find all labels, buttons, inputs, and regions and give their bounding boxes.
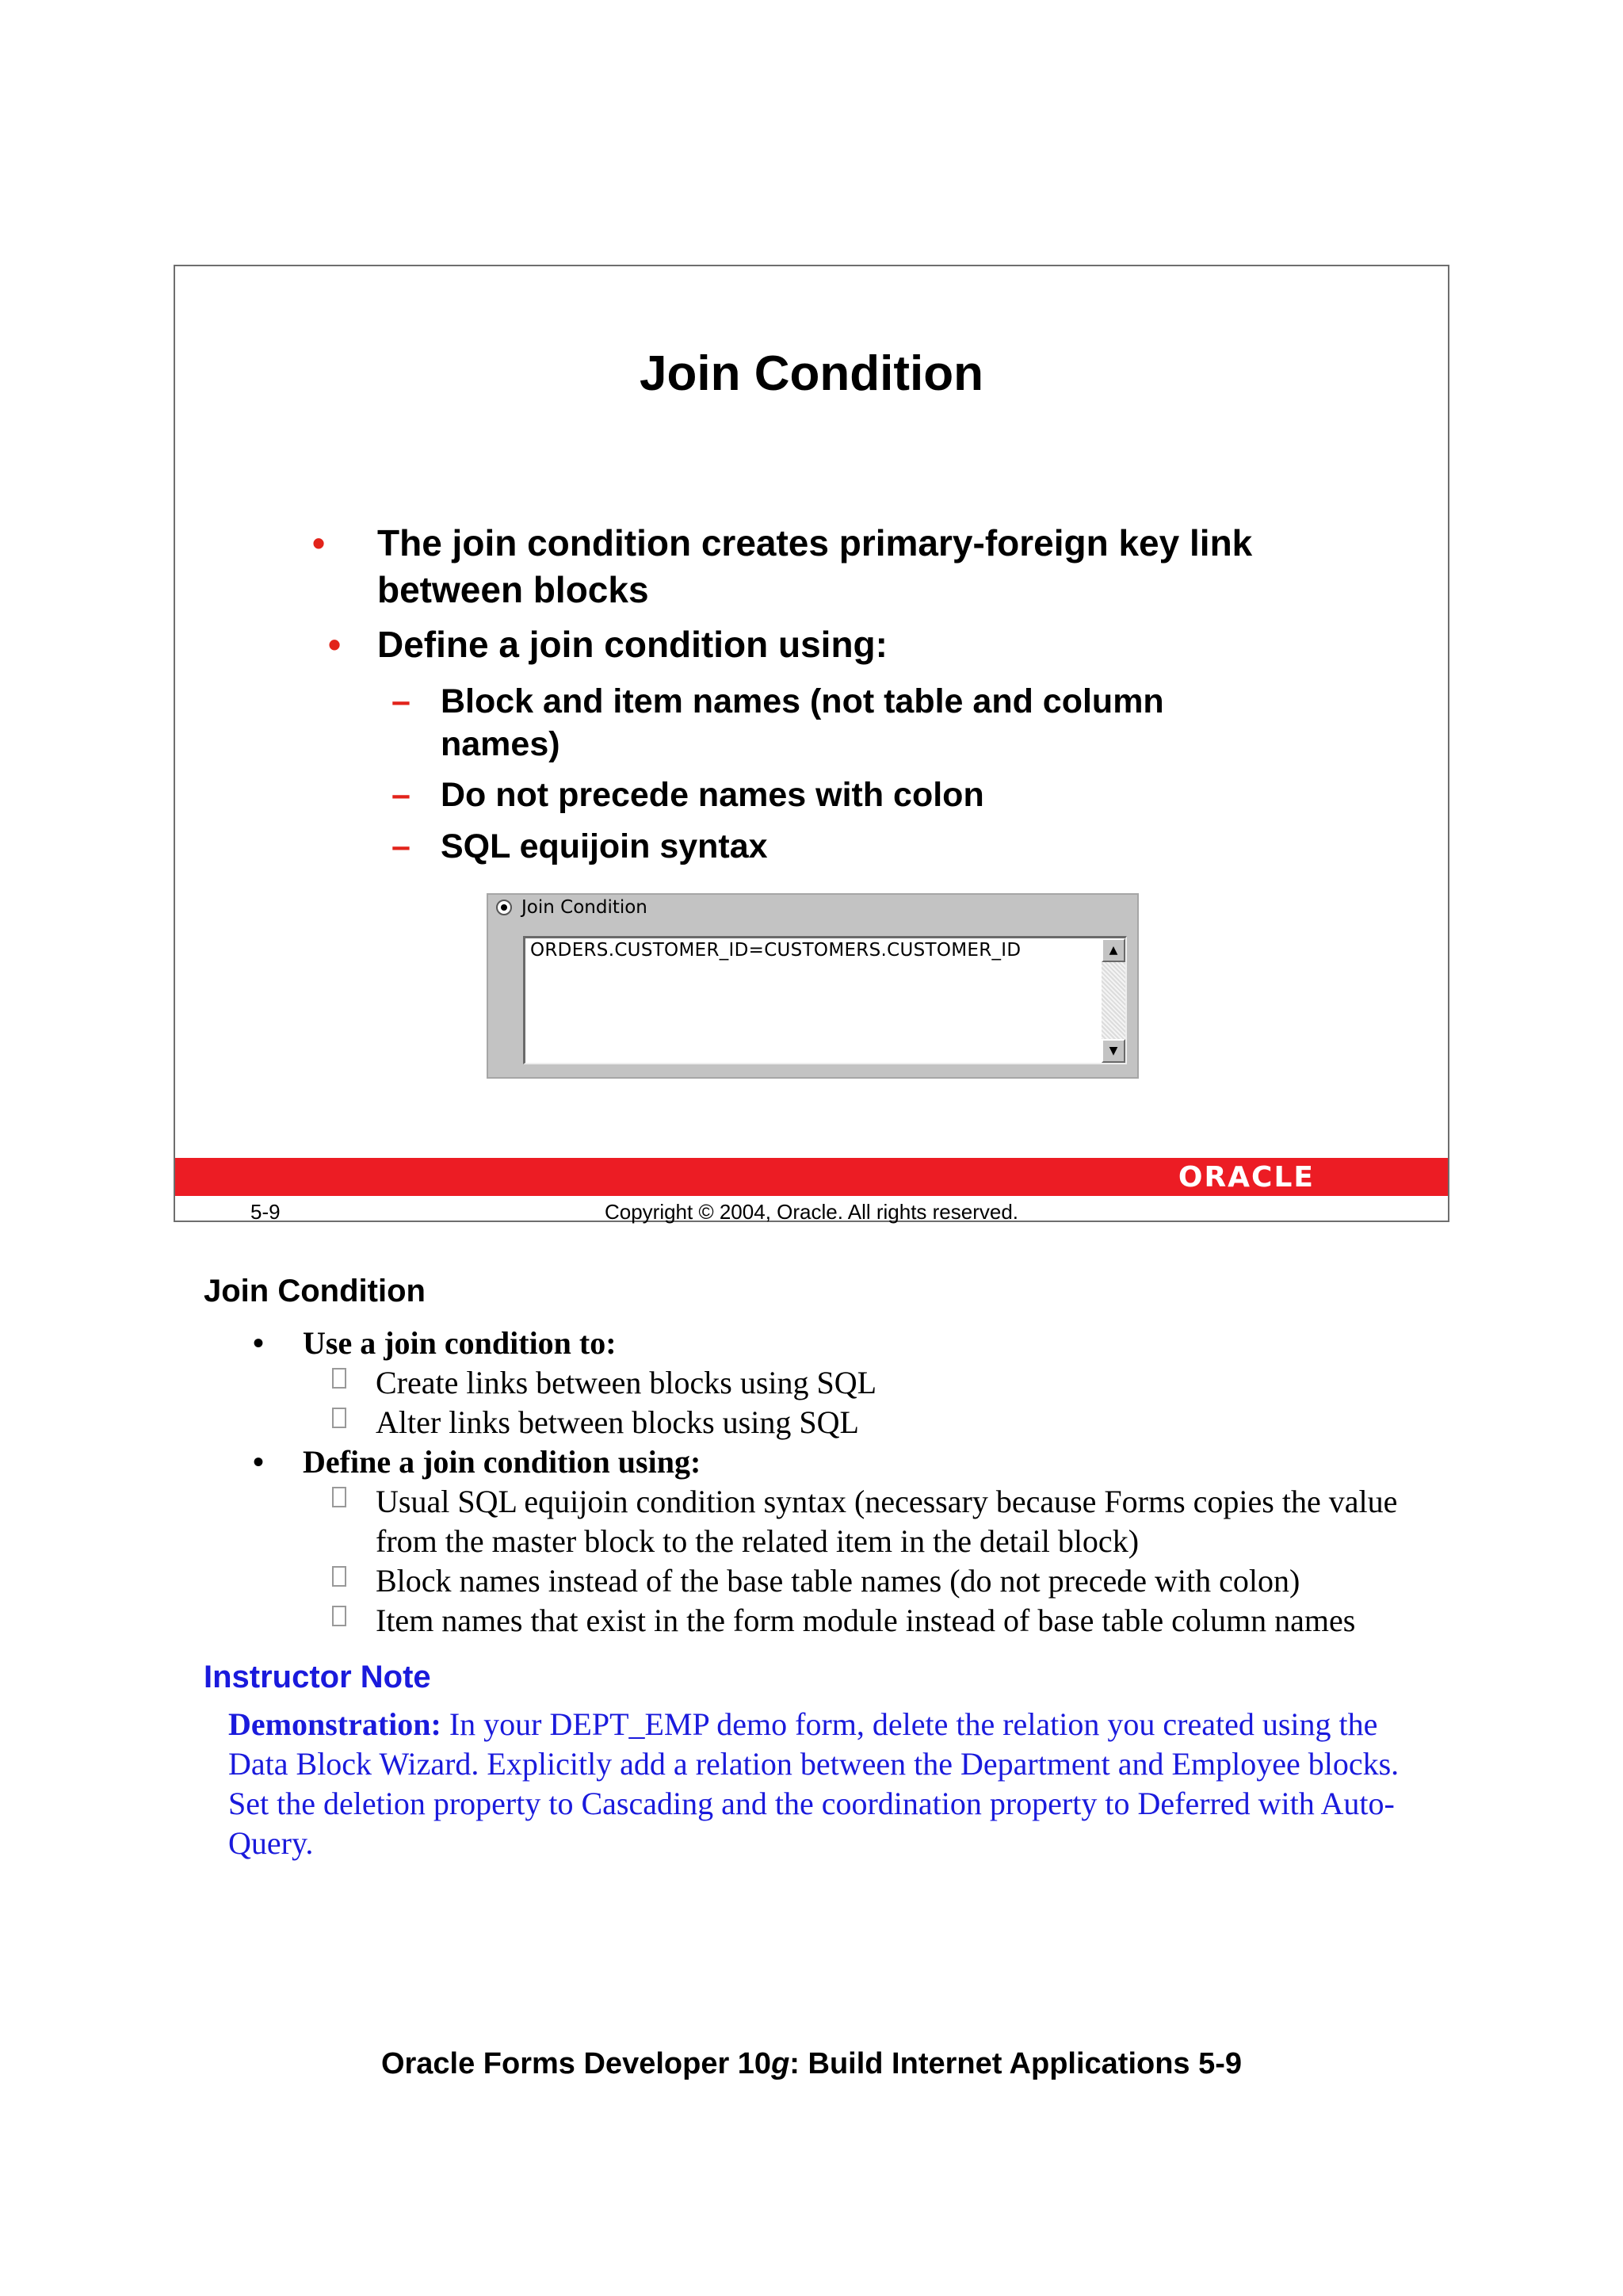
footer-prefix: Oracle Forms Developer 10 (380, 2047, 772, 2080)
notes-bullet (253, 1442, 701, 1482)
slide-sub-bullet (391, 825, 1233, 868)
slide-bullet (328, 621, 1328, 668)
bullet-marker: • (253, 1444, 265, 1480)
notes-sub-text: Usual SQL equijoin condition syntax (necessary because Forms copies the value from the master block to the related item in the detail block) (376, 1484, 1398, 1559)
bullet-text: The join condition creates primary-foreign key link between blocks (377, 522, 1253, 610)
notes-sub-text: Alter links between blocks using SQL (376, 1404, 859, 1440)
radio-label: Join Condition (521, 897, 647, 918)
dash-marker: – (391, 776, 411, 814)
bullet-marker: • (253, 1325, 265, 1361)
bullet-marker: • (328, 624, 342, 665)
bullet-text: Define a join condition using: (377, 624, 888, 665)
scroll-up-icon[interactable]: ▲ (1102, 938, 1125, 962)
notes-bullet-text: Define a join condition using: (303, 1444, 701, 1480)
oracle-logo: ORACLE (1178, 1161, 1315, 1194)
bullet-marker: • (312, 522, 326, 563)
slide-title: Join Condition (640, 346, 983, 401)
checkbox-glyph-icon (332, 1487, 346, 1507)
notes-bullet (253, 1324, 617, 1363)
demo-label: Demonstration: (228, 1706, 441, 1742)
checkbox-glyph-icon (332, 1606, 346, 1626)
vertical-scrollbar[interactable] (1102, 938, 1125, 1063)
notes-sub-item (376, 1482, 1398, 1561)
slide-number: 5-9 (250, 1200, 281, 1224)
oracle-red-bar (175, 1158, 1448, 1196)
notes-sub-text: Block names instead of the base table names (do not precede with colon) (376, 1563, 1300, 1599)
footer-suffix: : Build Internet Applications 5-9 (789, 2047, 1243, 2080)
notes-sub-item (376, 1601, 1422, 1641)
sub-bullet-text: Do not precede names with colon (441, 776, 984, 814)
notes-sub-item (376, 1403, 859, 1442)
notes-title: Join Condition (204, 1274, 426, 1308)
join-condition-value: ORDERS.CUSTOMER_ID=CUSTOMERS.CUSTOMER_ID (530, 940, 1022, 961)
notes-sub-text: Create links between blocks using SQL (376, 1365, 877, 1400)
checkbox-glyph-icon (332, 1408, 346, 1428)
join-condition-textarea[interactable] (523, 936, 1127, 1064)
copyright: Copyright © 2004, Oracle. All rights reserved. (604, 1200, 1019, 1224)
sub-bullet-text: SQL equijoin syntax (441, 827, 768, 865)
checkbox-glyph-icon (332, 1368, 346, 1389)
dash-marker: – (391, 682, 411, 720)
join-condition-radio[interactable] (496, 900, 512, 915)
footer-italic: g (771, 2047, 790, 2080)
instructor-note-title: Instructor Note (204, 1660, 431, 1694)
notes-bullet-text: Use a join condition to: (303, 1325, 617, 1361)
scroll-down-icon[interactable]: ▼ (1102, 1039, 1125, 1063)
page-footer (0, 2047, 1623, 2081)
dash-marker: – (391, 827, 411, 865)
join-condition-dialog (487, 893, 1139, 1079)
checkbox-glyph-icon (332, 1566, 346, 1587)
slide-bullet (312, 520, 1328, 613)
slide-sub-bullet (391, 774, 1233, 816)
notes-sub-item (376, 1363, 876, 1403)
notes-sub-item (376, 1561, 1406, 1601)
slide-sub-bullet (391, 680, 1233, 766)
slide (174, 265, 1449, 1222)
sub-bullet-text: Block and item names (not table and column names) (441, 682, 1164, 763)
notes-sub-text: Item names that exist in the form module instead of base table column names (376, 1603, 1356, 1638)
instructor-note-body (228, 1705, 1401, 1863)
demo-text: In your DEPT_EMP demo form, delete the relation you created using the Data Block Wizard. Explicitly add a relation between the Department and Employee blocks. Set the deletion property to Cascading and the coordination property to Deferred with Auto-Query. (228, 1706, 1400, 1861)
